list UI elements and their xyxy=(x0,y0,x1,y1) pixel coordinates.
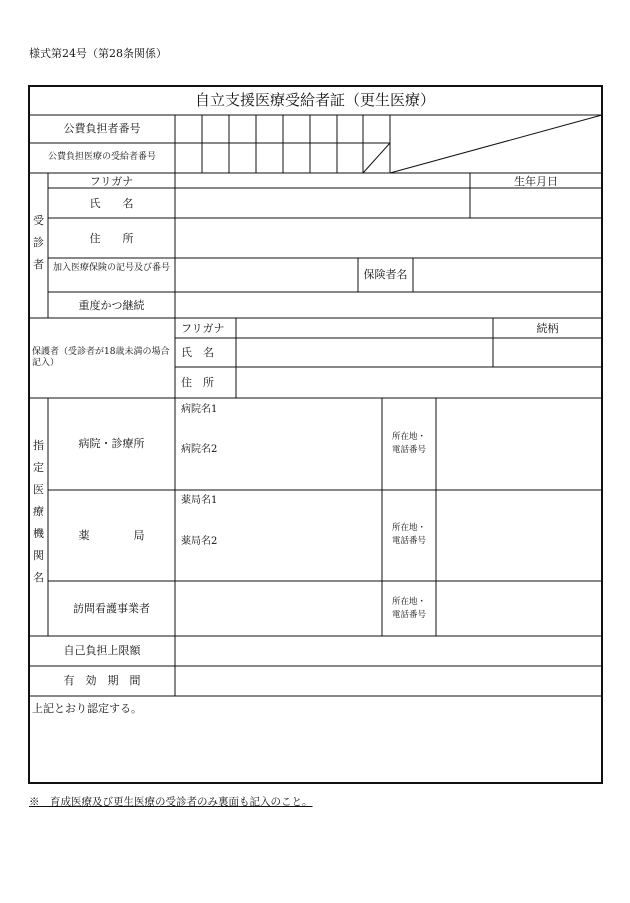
nursing-label: 訪問看護事業者 xyxy=(73,602,150,615)
copay-limit-label: 自己負担上限額 xyxy=(63,644,141,657)
nursing-location-label-2: 電話番号 xyxy=(391,610,426,620)
nursing-location-label-1: 所在地・ xyxy=(391,597,426,607)
certificate-title: 自立支援医療受給者証（更生医療） xyxy=(194,91,435,109)
certification-text: 上記とおり認定する。 xyxy=(32,702,142,715)
insurance-number-label: 加入医療保険の記号及び番号 xyxy=(52,263,170,273)
pharmacy-name-1: 薬局名1 xyxy=(181,495,218,506)
validity-period-label: 有 効 期 間 xyxy=(63,674,141,687)
pharmacy-label: 薬 局 xyxy=(78,529,145,542)
birthdate-label: 生年月日 xyxy=(514,175,558,188)
guardian-address-label: 住 所 xyxy=(181,376,214,389)
pharmacy-location-label-2: 電話番号 xyxy=(391,536,426,546)
insurer-name-label: 保険者名 xyxy=(363,268,408,281)
recipient-number-label: 公費負担医療の受給者番号 xyxy=(47,152,156,162)
patient-furigana-label: フリガナ xyxy=(89,175,134,188)
guardian-name-label: 氏 名 xyxy=(181,346,214,359)
hospital-location-label-2: 電話番号 xyxy=(391,445,426,455)
relation-label: 続柄 xyxy=(536,322,559,335)
footnote: ※ 育成医療及び更生医療の受診者のみ裏面も記入のこと。 xyxy=(29,796,313,808)
institution-section-label: 指 定 医 療 機 関 名 xyxy=(33,439,44,584)
hospital-name-1: 病院名1 xyxy=(181,404,218,415)
guardian-furigana-label: フリガナ xyxy=(181,322,225,335)
hospital-name-2: 病院名2 xyxy=(181,444,218,455)
patient-name-label: 氏 名 xyxy=(89,197,134,210)
payer-number-label: 公費負担者番号 xyxy=(63,122,141,135)
pharmacy-location-label-1: 所在地・ xyxy=(391,523,426,533)
severe-continuing-label: 重度かつ継続 xyxy=(78,299,145,312)
guardian-section-label: 保護者（受診者が18歳未満の場合記入） xyxy=(32,347,170,369)
patient-address-label: 住 所 xyxy=(89,232,134,245)
patient-section-label: 受 診 者 xyxy=(33,214,44,271)
pharmacy-name-2: 薬局名2 xyxy=(181,536,218,547)
hospital-label: 病院・診療所 xyxy=(78,437,145,450)
form-number: 様式第24号（第28条関係） xyxy=(29,47,167,60)
hospital-location-label-1: 所在地・ xyxy=(391,432,426,442)
